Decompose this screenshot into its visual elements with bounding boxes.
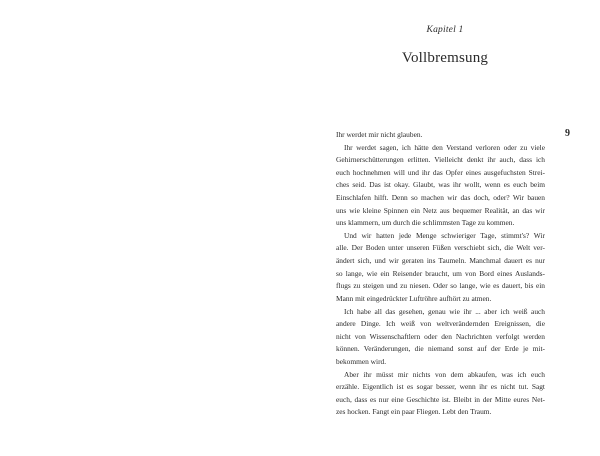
- text-line: können. Veränderungen, die niemand sonst auf der Erde je mit-: [336, 344, 545, 354]
- text-line: uns wie kleine Spinnen ein Netz aus bequemer Realität, an das wir: [336, 205, 545, 215]
- text-line: Mann mit eingedrückter Luftröhre aufhört zu atmen.: [336, 293, 492, 303]
- text-line: Gehirnerschütterungen erlitten. Vielleicht denkt ihr auch, dass ich: [336, 155, 545, 165]
- text-line: flugs zu steigen und zu niesen. Oder so lange, wie es dauert, bis ein: [336, 281, 545, 291]
- text-line: Einschlafen hilft. Denn so machen wir das doch, oder? Wir bauen: [336, 193, 545, 203]
- text-line: nicht von Wissenschaftlern oder den Nachrichten verfolgt werden: [336, 331, 545, 341]
- text-line: euch hochnehmen will und ihr das Opfer eines ausgefuchsten Strei-: [336, 167, 545, 177]
- text-line: erzähle. Eigentlich ist es sogar besser, wenn ihr es nicht tut. Sagt: [336, 382, 545, 392]
- text-line: uns klammern, um durch die schlimmsten Tage zu kommen.: [336, 218, 515, 228]
- text-line: Und wir hatten jede Menge schwieriger Tage, stimmt's? Wir: [344, 230, 545, 240]
- text-line: alle. Der Boden unter unseren Füßen verschiebt sich, die Welt ver-: [336, 243, 545, 253]
- text-line: ändert sich, und wir geraten ins Taumeln. Manchmal dauert es nur: [336, 256, 545, 266]
- text-line: Ich habe all das gesehen, genau wie ihr ... aber ich weiß auch: [344, 306, 545, 316]
- text-line: so lange, wie ein Reisender braucht, um von Bord eines Auslands-: [336, 268, 545, 278]
- text-line: Aber ihr müsst mir nichts von dem abkaufen, was ich euch: [344, 369, 545, 379]
- text-line: Ihr werdet sagen, ich hätte den Verstand verloren oder zu viele: [344, 142, 545, 152]
- text-line: euch, dass es nur eine Geschichte ist. Bleibt in der Mitte eures Net-: [336, 394, 545, 404]
- text-line: zes hocken. Fangt ein paar Fliegen. Lebt den Traum.: [336, 407, 492, 417]
- chapter-title: Vollbremsung: [401, 50, 489, 66]
- text-line: Ihr werdet mir nicht glauben.: [336, 130, 423, 139]
- text-line: bekommen wird.: [336, 356, 387, 366]
- page-number: 9: [565, 128, 570, 139]
- body-text: [336, 129, 545, 419]
- text-line: andere Dinge. Ich weiß von weltverändernden Ereignissen, die: [336, 319, 545, 329]
- text-line: ches seid. Das ist okay. Glaubt, was ihr wollt, wenn es euch beim: [336, 180, 545, 190]
- chapter-label: Kapitel 1: [426, 25, 464, 35]
